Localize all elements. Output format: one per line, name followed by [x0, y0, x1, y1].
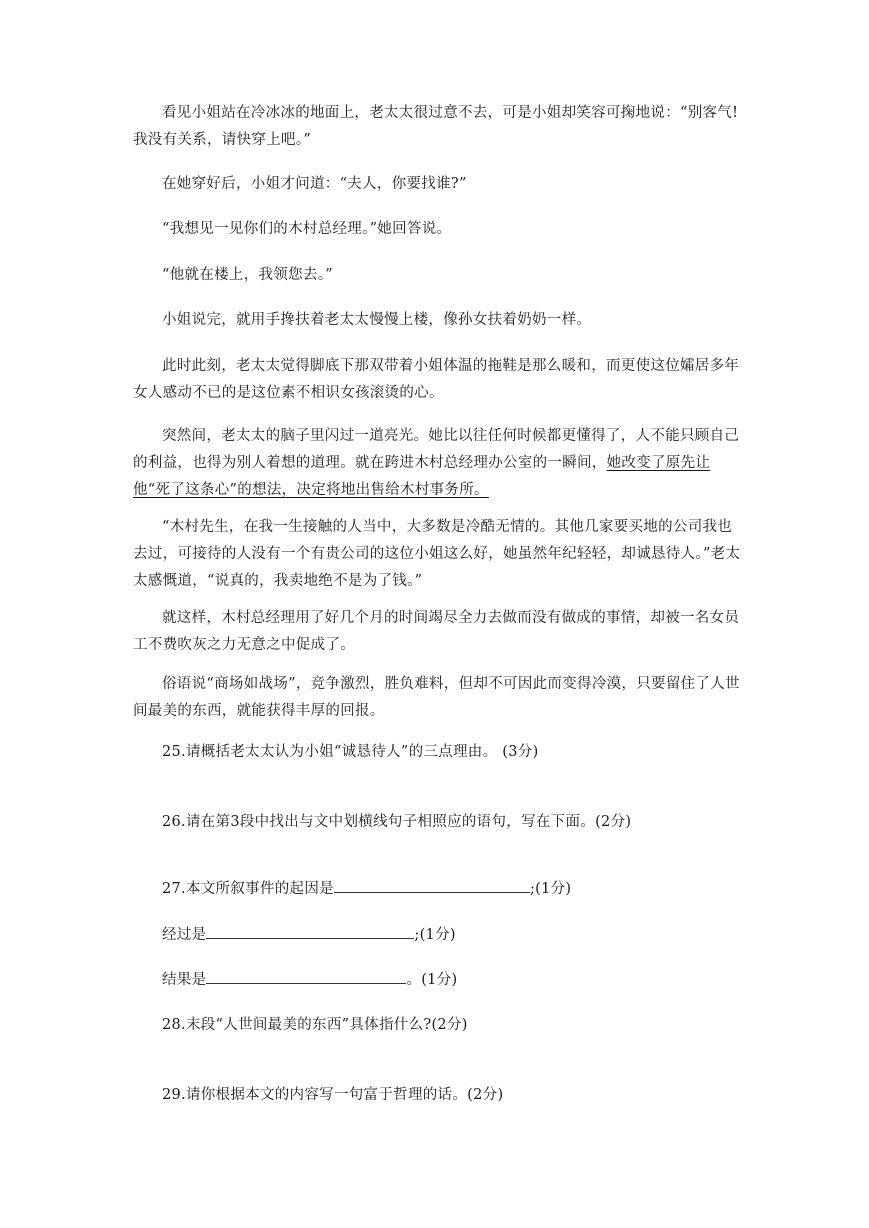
- paragraph-10: 俗语说“商场如战场”，竞争激烈，胜负难料，但却不可因此而变得冷漠，只要留住了人世间最美的东西，就能获得丰厚的回报。: [133, 676, 740, 719]
- paragraph-7-text: 突然间，老太太的脑子里闪过一道亮光。她比以往任何时候都更懂得了，人不能只顾自己的利益，也得为别人着想的道理。就在跨进木村总经理办公室的一瞬间，: [133, 428, 740, 471]
- paragraph-1: 看见小姐站在冷冰冰的地面上，老太太很过意不去，可是小姐却笑容可掬地说：“别客气!我没有关系，请快穿上吧。”: [133, 105, 739, 148]
- question-28: 28.末段“人世间最美的东西”具体指什么?(2分): [162, 1017, 468, 1033]
- paragraph-6: 此时此刻，老太太觉得脚底下那双带着小姐体温的拖鞋是那么暖和，而更使这位孀居多年女人感动不已的是这位素不相识女孩滚烫的心。: [133, 358, 740, 401]
- paragraph-5: 小姐说完，就用手搀扶着老太太慢慢上楼，像孙女扶着奶奶一样。: [162, 312, 592, 328]
- answer-blank-result[interactable]: [206, 967, 406, 984]
- question-27-prefix: 27.本文所叙事件的起因是: [162, 881, 334, 897]
- paragraph-7: [133, 423, 741, 504]
- answer-blank-cause[interactable]: [334, 876, 530, 893]
- underlined-sentence: 她改变了原先让他“死了这条心”的想法，决定将地出售给木村事务所。: [133, 455, 711, 498]
- result-suffix: 。(1分): [406, 972, 458, 988]
- question-26: 26.请在第3段中找出与文中划横线句子相照应的语句，写在下面。(2分): [162, 814, 632, 830]
- question-29: 29.请你根据本文的内容写一句富于哲理的话。(2分): [162, 1087, 504, 1103]
- process-prefix: 经过是: [162, 927, 207, 943]
- paragraph-9: 就这样，木村总经理用了好几个月的时间竭尽全力去做而没有做成的事情，却被一名女员工不费吹灰之力无意之中促成了。: [133, 610, 740, 653]
- paragraph-4: “他就在楼上，我领您去。”: [162, 267, 333, 283]
- paragraph-3: “我想见一见你们的木村总经理。”她回答说。: [162, 221, 452, 237]
- result-prefix: 结果是: [162, 972, 207, 988]
- paragraph-8: “木村先生，在我一生接触的人当中，大多数是冷酷无情的。其他几家要买地的公司我也去过，可接待的人没有一个有贵公司的这位小姐这么好，她虽然年纪轻轻，却诚恳待人。”老太太感慨道，“说真的，我卖地绝不是为了钱。”: [133, 519, 741, 589]
- question-27-suffix: ;(1分): [529, 881, 572, 897]
- question-27: [133, 876, 741, 903]
- paragraph-2: 在她穿好后，小姐才问道：“夫人，你要找谁?”: [162, 176, 467, 192]
- question-25: 25.请概括老太太认为小姐“诚恳待人”的三点理由。 (3分): [162, 744, 539, 760]
- answer-blank-process[interactable]: [206, 922, 414, 939]
- question-27-process: [133, 922, 741, 949]
- question-27-result: [133, 967, 741, 994]
- process-suffix: ;(1分): [414, 927, 456, 943]
